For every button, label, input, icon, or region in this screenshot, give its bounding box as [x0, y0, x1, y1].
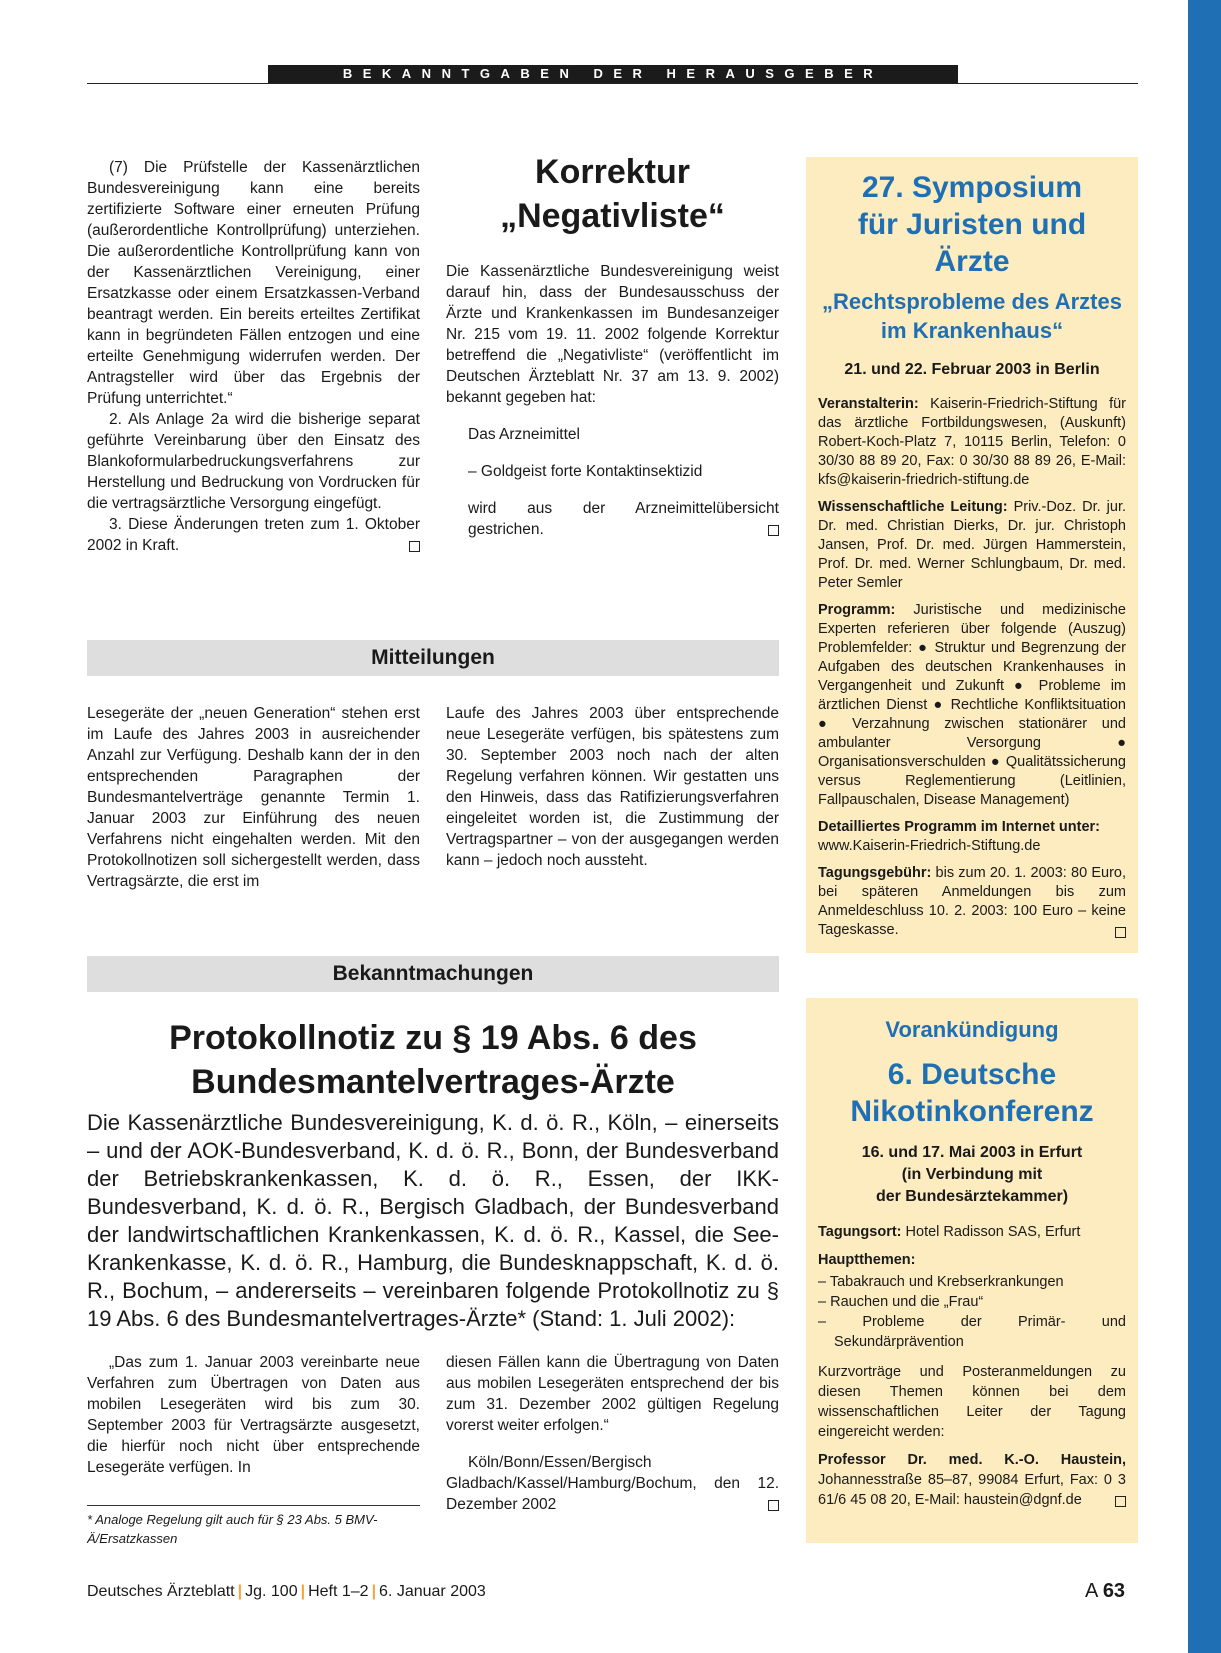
end-mark-icon — [1115, 1496, 1126, 1507]
paragraph: Lesegeräte der „neuen Generation“ stehen erst im Laufe des Jahres 2003 in ausreichender Anzahl zur Verfügung. Deshalb kann der in den entsprechenden Paragraphen der Bundesmantelverträge genannte Termin 1. Januar 2003 zur Einführung des neuen Verfahrens nicht eingehalten werden. Mit den Protokollnotizen soll sichergestellt werden, dass Vertragsärzte, die erst im — [87, 705, 420, 890]
symposium-details — [818, 395, 1126, 940]
protokollnotiz-col-2 — [446, 1352, 779, 1515]
ort-label: Tagungsort: — [818, 1224, 902, 1240]
veranstalterin-label: Veranstalterin: — [818, 396, 919, 412]
end-mark-icon — [768, 1500, 779, 1511]
themen-list — [818, 1272, 1126, 1352]
footnote-rule — [87, 1505, 420, 1506]
symposium-subtitle-line-1: „Rechtsprobleme des Arztes — [822, 289, 1122, 314]
page-footer — [87, 1583, 486, 1601]
list-item: – Tabakrauch und Krebserkrankungen — [818, 1274, 1064, 1290]
protokollnotiz-title — [87, 1016, 779, 1104]
page-number-value: 63 — [1102, 1580, 1126, 1602]
korrektur-body — [446, 261, 779, 540]
nikotin-title — [818, 1056, 1126, 1130]
nikotin-details — [818, 1222, 1126, 1510]
paragraph-text: wird aus der Arzneimittelübersicht gestrichen. — [468, 500, 779, 538]
mitteilungen-col-1 — [87, 703, 420, 892]
issue-date: 6. Januar 2003 — [379, 1583, 486, 1600]
symposium-subtitle — [818, 287, 1126, 345]
symposium-box — [806, 157, 1138, 953]
protokollnotiz-col-1 — [87, 1352, 420, 1478]
programm-text: Juristische und medizinische Experten referieren über folgende (Auszug) Problemfelder: ● Struktur und Begrenzung der Aufgaben des deutschen Krankenhauses in Vergangenheit und Zukunft ● Probleme im ärztlichen Dienst ● Rechtliche Konfliktsituation ● Verzahnung zwischen stationärer und ambulanter Versorgung ● Organisationsverschulden ● Qualitätssicherung versus Reglementierung (Leitlinien, Fallpauschalen, Disease Management) — [818, 602, 1126, 808]
korrektur-title-line-2: „Negativliste“ — [500, 197, 725, 235]
internet-paragraph — [818, 818, 1126, 856]
end-mark-icon — [1115, 927, 1126, 938]
symposium-title — [818, 169, 1126, 280]
gebuehr-label: Tagungsgebühr: — [818, 865, 932, 881]
paragraph — [446, 498, 779, 540]
nikotin-title-line-1: 6. Deutsche — [887, 1058, 1057, 1091]
kontakt-text: Johannesstraße 85–87, 99084 Erfurt, Fax: 0 3 61/6 45 08 20, E-Mail: haustein@dgnf.de — [818, 1472, 1126, 1508]
veranstalterin-text: Kaiserin-Friedrich-Stiftung für das ärztliche Fortbildungswesen, (Auskunft) Robert-Koch-Platz 7, 10115 Berlin, Telefon: 0 30/30 88 89 20, Fax: 0 30/30 88 89 26, E-Mail: kfs@kaiserin-friedrich-stiftung.de — [818, 396, 1126, 488]
internet-link[interactable]: www.Kaiserin-Friedrich-Stiftung.de — [818, 838, 1041, 854]
internet-label: Detailliertes Programm im Internet unter: — [818, 819, 1101, 835]
paragraph: – Goldgeist forte Kontaktinsektizid — [468, 463, 703, 480]
journal-name: Deutsches Ärzteblatt — [87, 1583, 235, 1600]
gebuehr-paragraph — [818, 864, 1126, 940]
column-1-top — [87, 157, 420, 556]
volume: Jg. 100 — [245, 1583, 298, 1600]
signoff-text: Köln/Bonn/Essen/Bergisch Gladbach/Kassel/Hamburg/Bochum, den 12. Dezember 2002 — [446, 1454, 779, 1513]
symposium-title-line-2: für Juristen und Ärzte — [857, 208, 1087, 278]
symposium-title-line-1: 27. Symposium — [861, 171, 1083, 204]
paragraph: (7) Die Prüfstelle der Kassenärztlichen Bundesvereinigung kann eine bereits zertifizierte Software einer erneuten Prüfung (außerordentliche Kontrollprüfung) unterziehen. Die außerordentliche Kontrollprüfung kann von der Kassenärztlichen Vereinigung, einer Ersatzkasse oder einem Ersatzkassen-Verband beantragt werden. Ein bereits erteiltes Zertifikat kann in begründeten Fällen entzogen und eine erteilte Genehmigung widerrufen werden. Der Antragsteller wird über das Ergebnis der Prüfung unterrichtet.“ — [87, 159, 420, 407]
paragraph — [87, 514, 420, 556]
programm-paragraph — [818, 601, 1126, 810]
nikotin-date-line-2: (in Verbindung mit — [901, 1166, 1043, 1183]
separator: | — [371, 1583, 377, 1600]
nikotin-date-line-1: 16. und 17. Mai 2003 in Erfurt — [861, 1144, 1083, 1161]
paragraph: Die Kassenärztliche Bundesvereinigung weist darauf hin, dass der Bundesausschuss der Ärzte und Krankenkassen im Bundesanzeiger Nr. 215 vom 19. 11. 2002 folgende Korrektur betreffend die „Negativliste“ (veröffentlicht im Deutschen Ärzteblatt Nr. 37 am 13. 9. 2002) bekannt gegeben hat: — [446, 263, 779, 406]
kurz-paragraph: Kurzvorträge und Posteranmeldungen zu diesen Themen können bei dem wissenschaftlichen Leiter der Tagung eingereicht werden: — [818, 1364, 1126, 1440]
paragraph: Das Arzneimittel — [468, 426, 580, 443]
kontakt-paragraph — [818, 1450, 1126, 1510]
korrektur-title — [446, 150, 779, 238]
themen-label: Hauptthemen: — [818, 1252, 916, 1268]
leitung-text: Priv.-Doz. Dr. jur. Dr. med. Christian Dierks, Dr. jur. Christoph Jansen, Prof. Dr. med. Jürgen Hammerstein, Prof. Dr. med. Werner Schlungbaum, Dr. med. Peter Semler — [818, 499, 1126, 591]
nikotin-title-line-2: Nikotinkonferenz — [850, 1095, 1094, 1128]
ort-text: Hotel Radisson SAS, Erfurt — [905, 1224, 1081, 1240]
paragraph: Laufe des Jahres 2003 über entsprechende neue Lesegeräte verfügen, bis spätestens zum 30. September 2003 noch nach der alten Regelung verfahren können. Wir gestatten uns den Hinweis, dass das Ratifizierungsverfahren eingeleitet worden ist, die Zustimmung der Vertragspartner – von der ausgegangen werden kann – jedoch noch aussteht. — [446, 705, 779, 869]
paragraph-text: 3. Diese Änderungen treten zum 1. Oktober 2002 in Kraft. — [87, 516, 420, 554]
gebuehr-text: bis zum 20. 1. 2003: 80 Euro, bei späteren Anmeldungen bis zum Anmeldeschluss 10. 2. 2003: 100 Euro – keine Tageskasse. — [818, 865, 1127, 938]
veranstalterin-paragraph — [818, 395, 1126, 490]
page-prefix: A — [1085, 1580, 1098, 1602]
paragraph: 2. Als Anlage 2a wird die bisherige separat geführte Vereinbarung über den Einsatz des Blankoformularbedruckungsverfahrens zur Herstellung und Bedruckung von Vordrucken für die vertragsärztliche Versorgung eingefügt. — [87, 411, 420, 512]
leitung-label: Wissenschaftliche Leitung: — [818, 499, 1008, 515]
themen-label-paragraph — [818, 1250, 1126, 1270]
nikotin-date — [818, 1142, 1126, 1208]
section-header-band: BEKANNTGABEN DER HERAUSGEBER — [268, 65, 958, 83]
page-number — [1085, 1580, 1125, 1603]
symposium-date: 21. und 22. Februar 2003 in Berlin — [844, 361, 1100, 378]
end-mark-icon — [768, 525, 779, 536]
paragraph: „Das zum 1. Januar 2003 vereinbarte neue Verfahren zum Übertragen von Daten aus mobilen Lesegeräten wird bis zum 30. September 2003 für Vertragsärzte ausgesetzt, die hierfür noch nicht über entsprechende Lesegeräte verfügen. In — [87, 1354, 420, 1476]
ort-paragraph — [818, 1222, 1126, 1242]
bekanntmachungen-bar: Bekanntmachungen — [87, 956, 779, 992]
nikotin-date-line-3: der Bundesärztekammer) — [875, 1188, 1069, 1205]
separator: | — [237, 1583, 243, 1600]
separator: | — [300, 1583, 306, 1600]
end-mark-icon — [409, 541, 420, 552]
leitung-paragraph — [818, 498, 1126, 593]
issue: Heft 1–2 — [308, 1583, 369, 1600]
protokollnotiz-title-line-1: Protokollnotiz zu § 19 Abs. 6 des — [169, 1019, 697, 1057]
list-item: – Rauchen und die „Frau“ — [818, 1294, 984, 1310]
kontakt-label: Professor Dr. med. K.-O. Haustein, — [818, 1452, 1126, 1468]
protokollnotiz-lead: Die Kassenärztliche Bundesvereinigung, K. d. ö. R., Köln, – einerseits – und der AOK-Bundesverband, K. d. ö. R., Bonn, der Bundesverband der Betriebskrankenkassen, K. d. ö. R., Essen, der IKK-Bundesverband, K. d. ö. R., Bergisch Gladbach, der Bundesverband der landwirtschaftlichen Krankenkassen, K. d. ö. R., Kassel, die See-Krankenkasse, K. d. ö. R., Hamburg, die Bundesknappschaft, K. d. ö. R., Bochum, – andererseits – vereinbaren folgende Protokollnotiz zu § 19 Abs. 6 des Bundesmantelvertrages-Ärzte* (Stand: 1. Juli 2002): — [87, 1110, 779, 1331]
paragraph: diesen Fällen kann die Übertragung von Daten aus mobilen Lesegeräten entsprechend der bis zum 31. Dezember 2002 gültigen Regelung vorerst weiter erfolgen.“ — [446, 1354, 779, 1434]
footnote: * Analoge Regelung gilt auch für § 23 Abs. 5 BMV-Ä/Ersatzkassen — [87, 1512, 378, 1546]
header-rule — [87, 83, 1138, 84]
paragraph — [446, 1452, 779, 1515]
nikotin-kicker: Vorankündigung — [885, 1017, 1059, 1042]
mitteilungen-bar: Mitteilungen — [87, 640, 779, 676]
blue-edge-stripe — [1188, 0, 1221, 1653]
korrektur-title-line-1: Korrektur — [535, 153, 690, 191]
programm-label: Programm: — [818, 602, 896, 618]
protokollnotiz-title-line-2: Bundesmantelvertrages-Ärzte — [191, 1063, 675, 1101]
list-item: – Probleme der Primär- und Sekundärprävention — [818, 1314, 1126, 1350]
symposium-subtitle-line-2: im Krankenhaus“ — [880, 318, 1064, 343]
mitteilungen-col-2 — [446, 703, 779, 871]
nikotin-box — [806, 998, 1138, 1543]
